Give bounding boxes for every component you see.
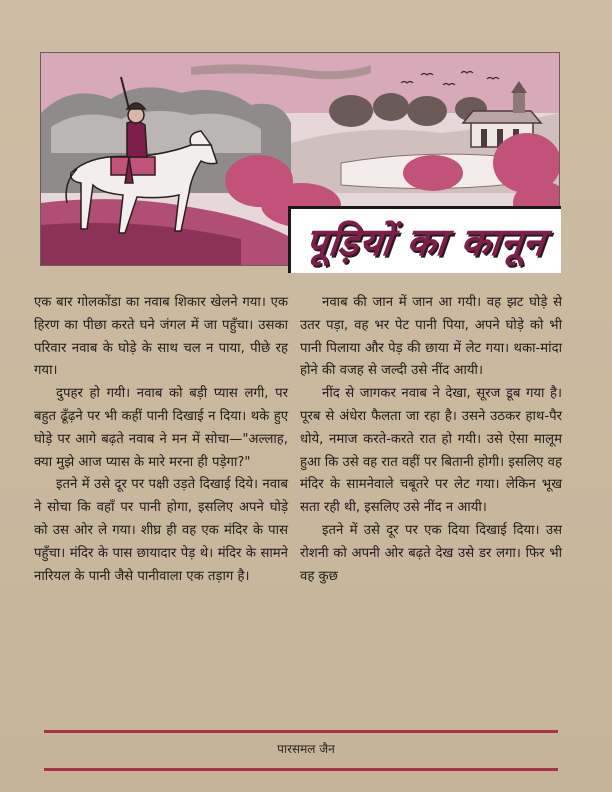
- paragraph: इतने में उसे दूर पर पक्षी उड़ते दिखाई दिये। नवाब ने सोचा कि वहाँ पर पानी होगा, इसलिए अपने घोड़े को उस ओर ले गया। शीघ्र ही वह एक मंदिर के पास पहुँचा। मंदिर के पास छायादार पेड़ थे। मंदिर के सामने नारियल के पानी जैसे पानीवाला एक तड़ाग है।: [34, 477, 288, 584]
- paragraph: इतने में उसे दूर पर एक दिया दिखाई दिया। उस रोशनी को अपनी ओर बढ़ते देख उसे डर लगा। फिर भी वह कुछ: [300, 522, 562, 584]
- bottom-divider: [44, 768, 558, 771]
- top-divider: [44, 730, 558, 733]
- paragraph: दुपहर हो गयी। नवाब को बड़ी प्यास लगी, पर बहुत ढूँढ़ने पर भी कहीं पानी दिखाई न दिया। थके हुए घोड़े पर आगे बढ़ते नवाब ने मन में सोचा—"अल्लाह, क्या मुझे आज प्यास के मारे मरना ही पड़ेगा?": [34, 386, 288, 470]
- author-name: पारसमल जैन: [277, 742, 335, 756]
- paragraph: नींद से जागकर नवाब ने देखा, सूरज डूब गया है। पूरब से अंधेरा फैलता जा रहा है। उसने उठकर हाथ-पैर धोये, नमाज करते-करते रात हो गयी। उसे ऐसा मालूम हुआ कि उसे वह रात वहीं पर बितानी होगी। इसलिए वह मंदिर के सामनेवाले चबूतरे पर लेट गया। लेकिन भूख सता रही थी, इसलिए उसे नींद न आयी।: [300, 386, 562, 516]
- paragraph: एक बार गोलकोंडा का नवाब शिकार खेलने गया। एक हिरण का पीछा करते घने जंगल में जा पहुँचा। उसका परिवार नवाब के घोड़े के साथ चल न पाया, पीछे रह गया।: [34, 295, 288, 379]
- paragraph: नवाब की जान में जान आ गयी। वह झट घोड़े से उतर पड़ा, वह भर पेट पानी पिया, अपने घोड़े को भी पानी पिलाया और पेड़ की छाया में लेट गया। थका-मांदा होने की वजह से जल्दी उसे नींद आयी।: [300, 295, 562, 379]
- story-title: पूड़ियों का कानून: [303, 220, 548, 264]
- left-column: [34, 292, 288, 588]
- title-box: [288, 206, 561, 273]
- right-column: [300, 292, 562, 588]
